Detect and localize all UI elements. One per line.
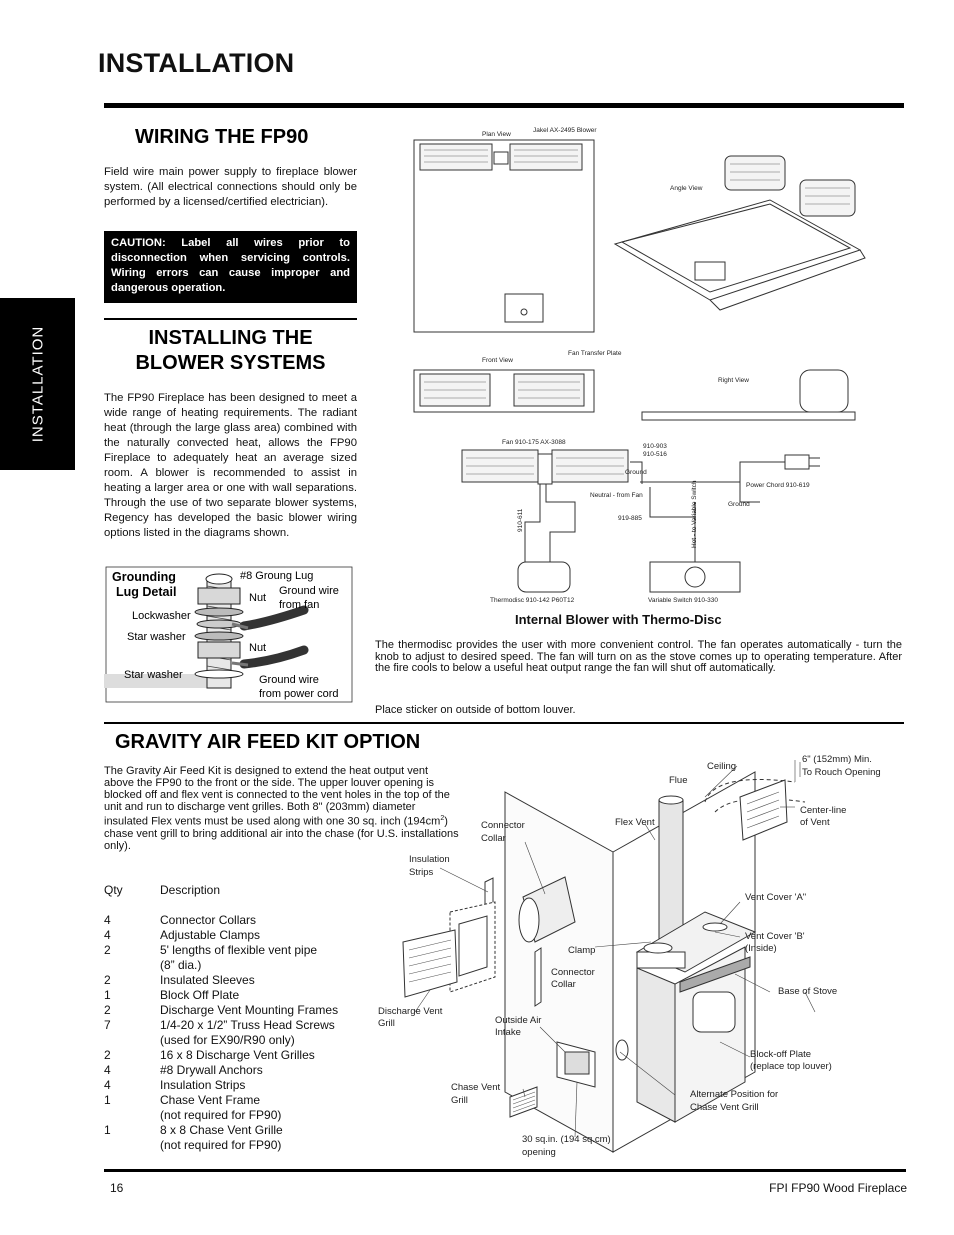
list-item	[104, 958, 400, 973]
parts-header	[104, 883, 400, 898]
caution-box: CAUTION: Label all wires prior to disconnection when servicing controls. Wiring errors can cause improper and dangerous operation.	[104, 231, 357, 303]
thermodisc-label: Thermodisc 910-142 P60T12	[490, 597, 575, 604]
outside-air-label-1: Outside Air	[495, 1015, 542, 1026]
part-919-885: 919-885	[618, 515, 642, 522]
plan-view-label: Plan View	[482, 131, 511, 138]
ground-cord-label-1: Ground wire	[259, 674, 319, 686]
list-item	[104, 1123, 400, 1138]
section-tab	[0, 298, 75, 470]
document-title: FPI FP90 Wood Fireplace	[769, 1181, 907, 1195]
item-desc: Block Off Plate	[160, 988, 240, 1002]
power-chord-label: Power Chord 910-619	[746, 482, 810, 489]
vent-cover-b-label-1: Vent Cover 'B'	[745, 931, 805, 942]
item-qty: 1	[104, 1123, 111, 1137]
fan-transfer-label: Fan Transfer Plate	[568, 350, 622, 357]
item-qty: 2	[104, 973, 111, 987]
list-item	[104, 1108, 400, 1123]
ground-cord-label-2: from power cord	[259, 688, 339, 700]
wiring-heading: WIRING THE FP90	[135, 126, 309, 148]
item-qty: 4	[104, 928, 111, 942]
item-desc: Adjustable Clamps	[160, 928, 261, 942]
connector-collar-2b: Collar	[551, 979, 576, 990]
thermodisc-text: The thermodisc provides the user with more convenient control. The fan operates automatically - turn the knob to adjust to desired speed. The fan will turn on as the stove comes up to operating temperature. After the fire cools to below a useful heat output range the fan will shut off automatically.	[375, 639, 902, 674]
ground-label-2: Ground	[728, 501, 750, 508]
item-desc: Insulation Strips	[160, 1078, 246, 1092]
nut-label-1: Nut	[249, 592, 267, 604]
grounding-title-1: Grounding	[112, 570, 176, 584]
hot-label: Hot - to Variable Switch	[691, 480, 698, 548]
wiring-text: Field wire main power supply to fireplace blower system. (All electrical connections should only be performed by a licensed/certified electrician).	[104, 166, 357, 208]
list-item	[104, 973, 400, 988]
item-desc: Insulated Sleeves	[160, 973, 255, 987]
item-qty: 4	[104, 1063, 111, 1077]
item-qty: 2	[104, 1048, 111, 1062]
parts-list	[104, 883, 400, 1153]
page-number: 16	[110, 1181, 124, 1195]
star-washer-label-1: Star washer	[127, 631, 186, 643]
alt-position-label-1: Alternate Position for	[690, 1089, 779, 1100]
item-qty	[104, 958, 160, 973]
base-of-stove-label: Base of Stove	[778, 986, 838, 997]
nut-label-2: Nut	[249, 642, 267, 654]
bottom-rule	[104, 1169, 906, 1172]
list-item	[104, 988, 400, 1003]
angle-view-label: Angle View	[670, 185, 703, 192]
item-desc: #8 Drywall Anchors	[160, 1063, 263, 1077]
list-item	[104, 913, 400, 928]
flue-label: Flue	[669, 775, 688, 786]
connector-collar-1b: Collar	[481, 833, 506, 844]
gravity-text-a: The Gravity Air Feed Kit is designed to extend the heat output vent above the FP90 to the front or the side. The upper louver opening is blocked off and flex vent is connected to the vent holes in the top of the unit and run to discharge vent grilles. Both 8" (203mm) diameter insulated Flex vents must be used along with one 30 sq. inch (194cm	[104, 765, 450, 828]
item-qty: 2	[104, 943, 111, 957]
lug-label: #8 Groung Lug	[240, 570, 314, 582]
item-qty	[104, 1138, 160, 1153]
min-label-1: 6" (152mm) Min.	[802, 754, 872, 765]
top-rule	[104, 103, 904, 108]
blower-text: The FP90 Fireplace has been designed to meet a wide range of heating requirements. The radiant heat (through the large glass area) combined with the naturally convected heat, allows the FP90 Fireplace to adequately heat an average sized room. A blower is recommended to assist in heating a larger area or one with wall separations. Through the use of two separate blower systems, Regency has developed the basic blower wiring options listed in the diagrams shown.	[104, 392, 357, 539]
jakel-label: Jakel AX-2495 Blower	[533, 127, 597, 134]
opening-label-1: 30 sq.in. (194 sq.cm)	[522, 1134, 611, 1145]
centerline-label-1: Center-line	[800, 805, 847, 816]
grounding-lug-diagram	[104, 566, 354, 704]
item-qty: 4	[104, 913, 111, 927]
item-qty	[104, 1033, 160, 1048]
vent-cover-a-label: Vent Cover 'A"	[745, 892, 807, 903]
qty-header: Qty	[104, 883, 123, 897]
grounding-title-2: Lug Detail	[116, 585, 177, 599]
diagram-caption: Internal Blower with Thermo-Disc	[515, 612, 722, 627]
connector-collar-2a: Connector	[551, 967, 595, 978]
discharge-label-1: Discharge Vent	[378, 1006, 443, 1017]
min-label-2: To Rouch Opening	[802, 767, 881, 778]
front-view-label: Front View	[482, 357, 513, 364]
ground-label-1: Ground	[625, 469, 647, 476]
ground-fan-label-1: Ground wire	[279, 585, 339, 597]
neutral-label: Neutral - from Fan	[590, 492, 643, 499]
clamp-label: Clamp	[568, 945, 596, 956]
discharge-label-2: Grill	[378, 1018, 395, 1029]
centerline-label-2: of Vent	[800, 817, 830, 828]
blower-heading-line2: BLOWER SYSTEMS	[135, 352, 326, 374]
list-item	[104, 1018, 400, 1033]
list-item	[104, 1078, 400, 1093]
blower-heading-line1: INSTALLING THE	[148, 327, 313, 349]
item-qty: 4	[104, 1078, 111, 1092]
gravity-text-b: ) chase vent grill to bring additional air into the chase (for U.S. installations only).	[104, 815, 459, 852]
item-qty: 1	[104, 1093, 111, 1107]
item-desc: (used for EX90/R90 only)	[160, 1033, 295, 1047]
item-qty: 7	[104, 1018, 111, 1032]
item-desc: 5' lengths of flexible vent pipe	[160, 943, 318, 957]
part-910-611: 910-611	[517, 508, 524, 532]
outside-air-label-2: Intake	[495, 1027, 521, 1038]
page-title: INSTALLATION	[98, 48, 295, 78]
gravity-text-sup: 2	[440, 815, 445, 822]
list-item	[104, 1033, 400, 1048]
middle-rule	[104, 722, 904, 724]
chase-vent-label-2: Grill	[451, 1095, 468, 1106]
alt-position-label-2: Chase Vent Grill	[690, 1102, 759, 1113]
item-desc: Connector Collars	[160, 913, 257, 927]
item-qty: 1	[104, 988, 111, 1002]
item-desc: 8 x 8 Chase Vent Grille	[160, 1123, 283, 1137]
star-washer-label-2: Star washer	[124, 669, 183, 681]
lockwasher-label: Lockwasher	[132, 610, 191, 622]
item-desc: Discharge Vent Mounting Frames	[160, 1003, 339, 1017]
variable-switch-label: Variable Switch 910-330	[648, 597, 718, 604]
section-tab-label: INSTALLATION	[29, 325, 46, 443]
fan-part-label: Fan 910-175 AX-3088	[502, 439, 566, 446]
item-qty	[104, 1108, 160, 1123]
list-item	[104, 1138, 400, 1153]
list-item	[104, 1048, 400, 1063]
item-desc: (8” dia.)	[160, 958, 202, 972]
desc-header: Description	[160, 883, 221, 897]
right-view-label: Right View	[718, 377, 749, 384]
part-910-516: 910-516	[643, 451, 667, 458]
item-desc: Chase Vent Frame	[160, 1093, 261, 1107]
blower-heading	[104, 326, 357, 376]
chase-vent-label-1: Chase Vent	[451, 1082, 501, 1093]
insulation-label-2: Strips	[409, 867, 434, 878]
list-item	[104, 1093, 400, 1108]
list-item	[104, 943, 400, 958]
connector-collar-1a: Connector	[481, 820, 525, 831]
gravity-heading: GRAVITY AIR FEED KIT OPTION	[115, 731, 421, 753]
item-desc: (not required for FP90)	[160, 1138, 282, 1152]
gravity-kit-diagram	[375, 752, 905, 1162]
ground-fan-label-2: from fan	[279, 599, 320, 611]
list-item	[104, 1063, 400, 1078]
flex-vent-label: Flex Vent	[615, 817, 655, 828]
item-desc: 1/4-20 x 1/2” Truss Head Screws	[160, 1018, 335, 1032]
blower-wiring-diagram	[410, 122, 880, 608]
list-item	[104, 928, 400, 943]
opening-label-2: opening	[522, 1147, 556, 1158]
insulation-label-1: Insulation	[409, 854, 450, 865]
sticker-text: Place sticker on outside of bottom louver.	[375, 704, 576, 716]
item-qty: 2	[104, 1003, 111, 1017]
item-desc: (not required for FP90)	[160, 1108, 282, 1122]
item-desc: 16 x 8 Discharge Vent Grilles	[160, 1048, 315, 1062]
ceiling-label: Ceiling	[707, 761, 737, 772]
block-off-label-1: Block-off Plate	[750, 1049, 812, 1060]
section-divider	[104, 318, 357, 320]
vent-cover-b-label-2: (Inside)	[745, 943, 777, 954]
list-item	[104, 1003, 400, 1018]
block-off-label-2: (replace top louver)	[750, 1061, 832, 1072]
part-910-903: 910-903	[643, 443, 667, 450]
